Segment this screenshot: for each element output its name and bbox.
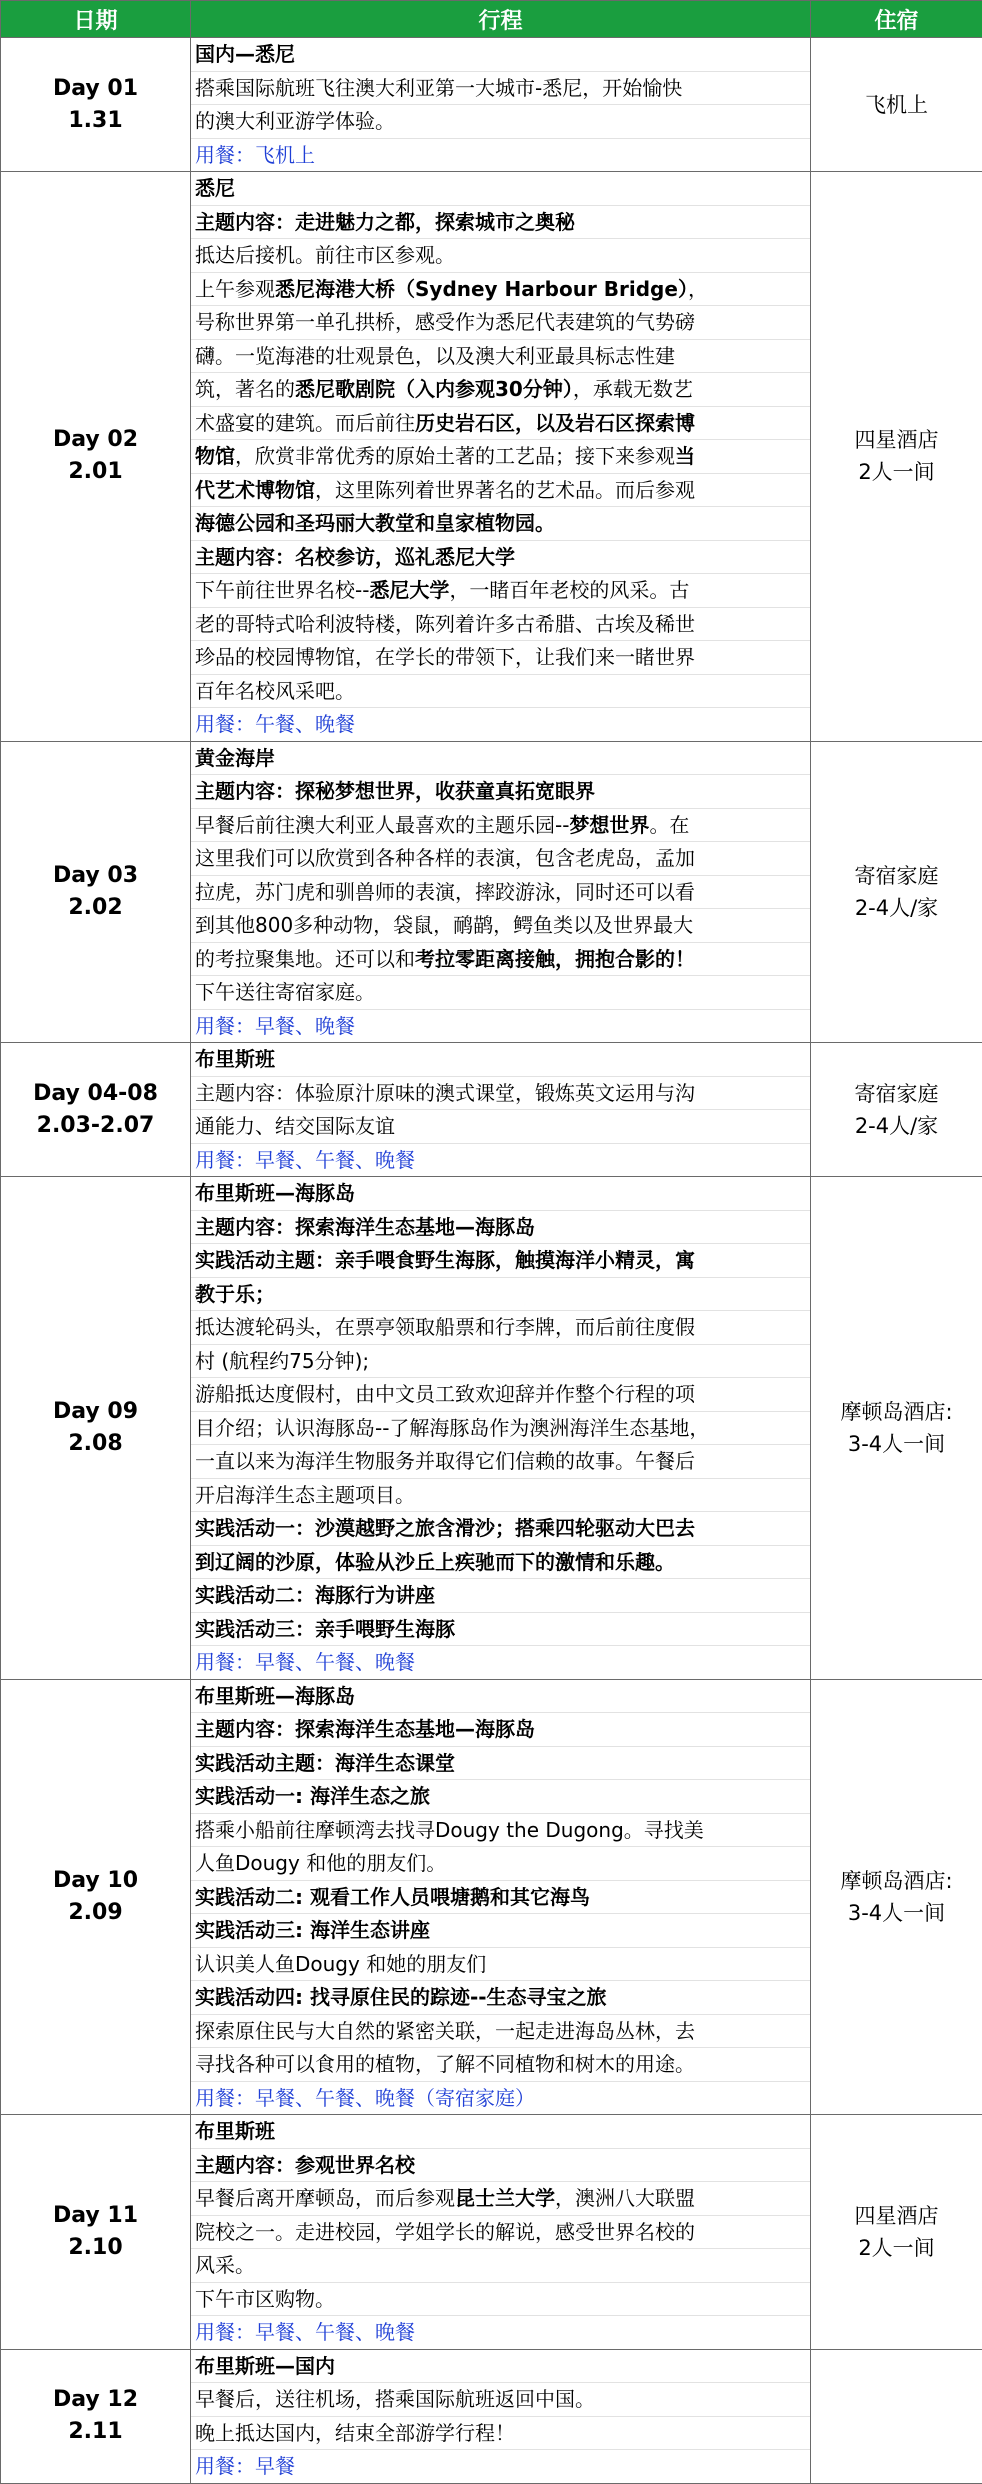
itinerary-line [191, 1713, 810, 1747]
itinerary-line [191, 876, 810, 910]
bold-text: 主题内容：名校参访，巡礼悉尼大学 [195, 545, 515, 569]
accommodation-cell [811, 741, 982, 1043]
itinerary-line [191, 2182, 810, 2216]
itinerary-line [191, 139, 810, 172]
body-text: ，这里陈列着世界著名的艺术品。而后参观 [315, 478, 695, 502]
itinerary-line [191, 1043, 810, 1077]
accommodation-label: 2-4人/家 [811, 1110, 982, 1142]
itinerary-cell [191, 741, 811, 1043]
accommodation-label: 2人一间 [811, 456, 982, 488]
bold-text: 实践活动主题：海洋生态课堂 [195, 1751, 455, 1775]
accommodation-cell [811, 1679, 982, 2115]
body-text: 百年名校风采吧。 [195, 679, 355, 703]
itinerary-row [1, 1177, 982, 1680]
meal-text: 用餐：早餐、午餐、晚餐 [195, 1148, 415, 1172]
body-text: 探索原住民与大自然的紧密关联，一起走进海岛丛林，去 [195, 2019, 695, 2043]
itinerary-line [191, 273, 810, 307]
body-text: ，一睹百年老校的风采。古 [449, 578, 689, 602]
bold-text: 物馆 [195, 444, 235, 468]
body-text: 抵达后接机。前往市区参观。 [195, 243, 455, 267]
bold-text: 悉尼海港大桥（Sydney Harbour Bridge） [275, 277, 688, 301]
accommodation-cell [811, 1177, 982, 1680]
bold-text: 布里斯班—国内 [195, 2354, 335, 2378]
body-text: 。在 [649, 813, 689, 837]
bold-text: 主题内容：探索海洋生态基地—海豚岛 [195, 1717, 535, 1741]
bold-text: 主题内容：走进魅力之都，探索城市之奥秘 [195, 210, 575, 234]
accommodation-label: 3-4人一间 [811, 1897, 982, 1929]
body-text: 早餐后离开摩顿岛，而后参观 [195, 2186, 455, 2210]
accommodation-label: 2人一间 [811, 2232, 982, 2264]
meal-text: 用餐：早餐、午餐、晚餐 [195, 2320, 415, 2344]
itinerary-line [191, 2082, 810, 2115]
body-text: 早餐后前往澳大利亚人最喜欢的主题乐园-- [195, 813, 569, 837]
body-text: 目介绍；认识海豚岛--了解海豚岛作为澳洲海洋生态基地， [195, 1416, 709, 1440]
body-text: 院校之一。走进校园，学姐学长的解说，感受世界名校的 [195, 2220, 695, 2244]
itinerary-line [191, 239, 810, 273]
body-text: ， [688, 277, 708, 301]
body-text: 寻找各种可以食用的植物，了解不同植物和树木的用途。 [195, 2052, 695, 2076]
bold-text: 布里斯班—海豚岛 [195, 1684, 355, 1708]
itinerary-line [191, 2015, 810, 2049]
day-label: Day 01 [1, 73, 190, 105]
itinerary-line [191, 541, 810, 575]
itinerary-cell [191, 1679, 811, 2115]
bold-text: 主题内容：探索海洋生态基地—海豚岛 [195, 1215, 535, 1239]
bold-text: 国内—悉尼 [195, 42, 295, 66]
bold-text: 昆士兰大学 [455, 2186, 555, 2210]
itinerary-line [191, 742, 810, 776]
bold-text: 布里斯班 [195, 1047, 275, 1071]
itinerary-line [191, 1780, 810, 1814]
itinerary-line [191, 440, 810, 474]
bold-text: 实践活动主题：亲手喂食野生海豚，触摸海洋小精灵，寓 [195, 1248, 695, 1272]
meal-text: 用餐：早餐、午餐、晚餐（寄宿家庭） [195, 2086, 535, 2110]
itinerary-line [191, 1211, 810, 1245]
itinerary-line [191, 909, 810, 943]
itinerary-line [191, 1311, 810, 1345]
itinerary-line [191, 708, 810, 741]
day-label: Day 04-08 [1, 1078, 190, 1110]
itinerary-line [191, 1278, 810, 1312]
itinerary-row [1, 1679, 982, 2115]
itinerary-line [191, 38, 810, 72]
body-text: 术盛宴的建筑。而后前往 [195, 411, 415, 435]
itinerary-line [191, 1847, 810, 1881]
itinerary-cell [191, 1043, 811, 1177]
body-text: 搭乘小船前往摩顿湾去找寻Dougy the Dugong。寻找美 [195, 1818, 704, 1842]
itinerary-line [191, 1010, 810, 1043]
day-label: Day 12 [1, 2384, 190, 2416]
body-text: 村 (航程约75分钟); [195, 1349, 369, 1373]
itinerary-line [191, 2048, 810, 2082]
bold-text: 代艺术博物馆 [195, 478, 315, 502]
bold-text: 布里斯班—海豚岛 [195, 1181, 355, 1205]
itinerary-line [191, 72, 810, 106]
date-label: 2.02 [1, 892, 190, 924]
date-cell [1, 2115, 191, 2350]
itinerary-row [1, 172, 982, 742]
meal-text: 用餐：飞机上 [195, 143, 315, 167]
header-row [1, 1, 982, 38]
body-text: 晚上抵达国内，结束全部游学行程！ [195, 2421, 515, 2445]
date-cell [1, 2349, 191, 2483]
accommodation-label: 四星酒店 [811, 424, 982, 456]
bold-text: 考拉零距离接触，拥抱合影的！ [415, 947, 695, 971]
itinerary-cell [191, 2115, 811, 2350]
body-text: 老的哥特式哈利波特楼，陈列着许多古希腊、古埃及稀世 [195, 612, 695, 636]
bold-text: 梦想世界 [569, 813, 649, 837]
accommodation-cell [811, 38, 982, 172]
itinerary-line [191, 1546, 810, 1580]
date-label: 2.08 [1, 1428, 190, 1460]
itinerary-line [191, 775, 810, 809]
accommodation-label: 3-4人一间 [811, 1428, 982, 1460]
itinerary-line [191, 1345, 810, 1379]
bold-text: 悉尼歌剧院（入内参观30分钟） [295, 377, 573, 401]
date-label: 1.31 [1, 105, 190, 137]
date-label: 2.11 [1, 2416, 190, 2448]
itinerary-line [191, 943, 810, 977]
itinerary-line [191, 1981, 810, 2015]
itinerary-line [191, 340, 810, 374]
itinerary-line [191, 1077, 810, 1111]
bold-text: 实践活动四: 找寻原住民的踪迹--生态寻宝之旅 [195, 1985, 607, 2009]
body-text: 风采。 [195, 2253, 255, 2277]
bold-text: 黄金海岸 [195, 746, 275, 770]
itinerary-row [1, 2349, 982, 2483]
itinerary-line [191, 1445, 810, 1479]
bold-text: 历史岩石区，以及岩石区探索博 [415, 411, 695, 435]
itinerary-line [191, 641, 810, 675]
itinerary-line [191, 2383, 810, 2417]
itinerary-line [191, 2450, 810, 2483]
itinerary-line [191, 675, 810, 709]
itinerary-line [191, 1412, 810, 1446]
itinerary-cell [191, 2349, 811, 2483]
itinerary-line [191, 2115, 810, 2149]
itinerary-line [191, 2249, 810, 2283]
body-text: 珍品的校园博物馆，在学长的带领下，让我们来一睹世界 [195, 645, 695, 669]
bold-text: 主题内容：探秘梦想世界，收获童真拓宽眼界 [195, 779, 595, 803]
itinerary-cell [191, 1177, 811, 1680]
date-label: 2.09 [1, 1897, 190, 1929]
body-text: 开启海洋生态主题项目。 [195, 1483, 415, 1507]
accommodation-label: 摩顿岛酒店: [811, 1396, 982, 1428]
date-cell [1, 741, 191, 1043]
meal-text: 用餐：早餐 [195, 2454, 295, 2478]
body-text: 下午送往寄宿家庭。 [195, 980, 375, 1004]
body-text: 搭乘国际航班飞往澳大利亚第一大城市-悉尼，开始愉快 [195, 76, 682, 100]
itinerary-line [191, 608, 810, 642]
itinerary-line [191, 373, 810, 407]
itinerary-line [191, 105, 810, 139]
body-text: 认识美人鱼Dougy 和她的朋友们 [195, 1952, 486, 1976]
itinerary-body [1, 38, 982, 2484]
accommodation-cell [811, 1043, 982, 1177]
itinerary-line [191, 2417, 810, 2451]
body-text: 拉虎，苏门虎和驯兽师的表演，摔跤游泳，同时还可以看 [195, 880, 695, 904]
bold-text: 教于乐； [195, 1282, 275, 1306]
itinerary-line [191, 2316, 810, 2349]
itinerary-row [1, 741, 982, 1043]
bold-text: 海德公园和圣玛丽大教堂和皇家植物园。 [195, 511, 555, 535]
accommodation-cell [811, 2115, 982, 2350]
meal-text: 用餐：早餐、晚餐 [195, 1014, 355, 1038]
body-text: ，承载无数艺 [573, 377, 693, 401]
accommodation-label: 四星酒店 [811, 2200, 982, 2232]
date-cell [1, 1679, 191, 2115]
body-text: 主题内容：体验原汁原味的澳式课堂，锻炼英文运用与沟 [195, 1081, 695, 1105]
itinerary-line [191, 2283, 810, 2317]
accommodation-label: 飞机上 [811, 89, 982, 121]
body-text: 礴。一览海港的壮观景色，以及澳大利亚最具标志性建 [195, 344, 675, 368]
itinerary-line [191, 474, 810, 508]
itinerary-line [191, 1378, 810, 1412]
body-text: 的澳大利亚游学体验。 [195, 109, 395, 133]
day-label: Day 10 [1, 1865, 190, 1897]
body-text: 通能力、结交国际友谊 [195, 1114, 395, 1138]
accommodation-label: 寄宿家庭 [811, 1078, 982, 1110]
bold-text: 到辽阔的沙原，体验从沙丘上疾驰而下的激情和乐趣。 [195, 1550, 675, 1574]
itinerary-line [191, 809, 810, 843]
itinerary-line [191, 172, 810, 206]
body-text: 早餐后，送往机场，搭乘国际航班返回中国。 [195, 2387, 595, 2411]
itinerary-line [191, 1110, 810, 1144]
itinerary-line [191, 1680, 810, 1714]
date-cell [1, 1177, 191, 1680]
body-text: 游船抵达度假村，由中文员工致欢迎辞并作整个行程的项 [195, 1382, 695, 1406]
itinerary-cell [191, 172, 811, 742]
header-accommodation: 住宿 [811, 1, 982, 38]
bold-text: 主题内容：参观世界名校 [195, 2153, 415, 2177]
itinerary-line [191, 2149, 810, 2183]
accommodation-label: 摩顿岛酒店: [811, 1865, 982, 1897]
itinerary-line [191, 1244, 810, 1278]
itinerary-line [191, 1747, 810, 1781]
itinerary-line [191, 1814, 810, 1848]
date-label: 2.10 [1, 2232, 190, 2264]
body-text: ，澳洲八大联盟 [555, 2186, 695, 2210]
header-itinerary: 行程 [191, 1, 811, 38]
itinerary-row [1, 1043, 982, 1177]
bold-text: 悉尼大学 [369, 578, 449, 602]
meal-text: 用餐：午餐、晚餐 [195, 712, 355, 736]
bold-text: 实践活动二: 观看工作人员喂塘鹅和其它海鸟 [195, 1885, 590, 1909]
itinerary-line [191, 1177, 810, 1211]
body-text: 抵达渡轮码头，在票亭领取船票和行李牌，而后前往度假 [195, 1315, 695, 1339]
date-cell [1, 38, 191, 172]
bold-text: 当 [675, 444, 695, 468]
itinerary-line [191, 1579, 810, 1613]
itinerary-row [1, 38, 982, 172]
itinerary-row [1, 2115, 982, 2350]
itinerary-line [191, 1512, 810, 1546]
day-label: Day 09 [1, 1396, 190, 1428]
itinerary-line [191, 2350, 810, 2384]
bold-text: 实践活动三：亲手喂野生海豚 [195, 1617, 455, 1641]
body-text: 的考拉聚集地。还可以和 [195, 947, 415, 971]
itinerary-line [191, 306, 810, 340]
itinerary-line [191, 1881, 810, 1915]
body-text: 上午参观 [195, 277, 275, 301]
bold-text: 悉尼 [195, 176, 235, 200]
itinerary-line [191, 976, 810, 1010]
accommodation-label: 2-4人/家 [811, 892, 982, 924]
date-label: 2.01 [1, 456, 190, 488]
itinerary-line [191, 2216, 810, 2250]
itinerary-line [191, 842, 810, 876]
day-label: Day 02 [1, 424, 190, 456]
body-text: 一直以来为海洋生物服务并取得它们信赖的故事。午餐后 [195, 1449, 695, 1473]
body-text: 到其他800多种动物，袋鼠，鸸鹋，鳄鱼类以及世界最大 [195, 913, 693, 937]
itinerary-line [191, 1479, 810, 1513]
day-label: Day 03 [1, 860, 190, 892]
accommodation-label: 寄宿家庭 [811, 860, 982, 892]
bold-text: 实践活动二：海豚行为讲座 [195, 1583, 435, 1607]
body-text: 下午前往世界名校-- [195, 578, 369, 602]
day-label: Day 11 [1, 2200, 190, 2232]
body-text: 筑，著名的 [195, 377, 295, 401]
bold-text: 实践活动一：沙漠越野之旅含滑沙；搭乘四轮驱动大巴去 [195, 1516, 695, 1540]
date-label: 2.03-2.07 [1, 1110, 190, 1142]
accommodation-cell [811, 172, 982, 742]
date-cell [1, 172, 191, 742]
bold-text: 布里斯班 [195, 2119, 275, 2143]
itinerary-line [191, 574, 810, 608]
body-text: 人鱼Dougy 和他的朋友们。 [195, 1851, 446, 1875]
meal-text: 用餐：早餐、午餐、晚餐 [195, 1650, 415, 1674]
itinerary-line [191, 507, 810, 541]
accommodation-cell [811, 2349, 982, 2483]
body-text: 下午市区购物。 [195, 2287, 335, 2311]
itinerary-line [191, 1144, 810, 1177]
body-text: 号称世界第一单孔拱桥，感受作为悉尼代表建筑的气势磅 [195, 310, 695, 334]
body-text: 这里我们可以欣赏到各种各样的表演，包含老虎岛，孟加 [195, 846, 695, 870]
itinerary-line [191, 1914, 810, 1948]
body-text: ，欣赏非常优秀的原始土著的工艺品；接下来参观 [235, 444, 675, 468]
itinerary-line [191, 1613, 810, 1647]
bold-text: 实践活动三: 海洋生态讲座 [195, 1918, 430, 1942]
itinerary-line [191, 407, 810, 441]
date-cell [1, 1043, 191, 1177]
header-date: 日期 [1, 1, 191, 38]
bold-text: 实践活动一: 海洋生态之旅 [195, 1784, 430, 1808]
itinerary-line [191, 206, 810, 240]
itinerary-line [191, 1948, 810, 1982]
itinerary-cell [191, 38, 811, 172]
itinerary-line [191, 1646, 810, 1679]
